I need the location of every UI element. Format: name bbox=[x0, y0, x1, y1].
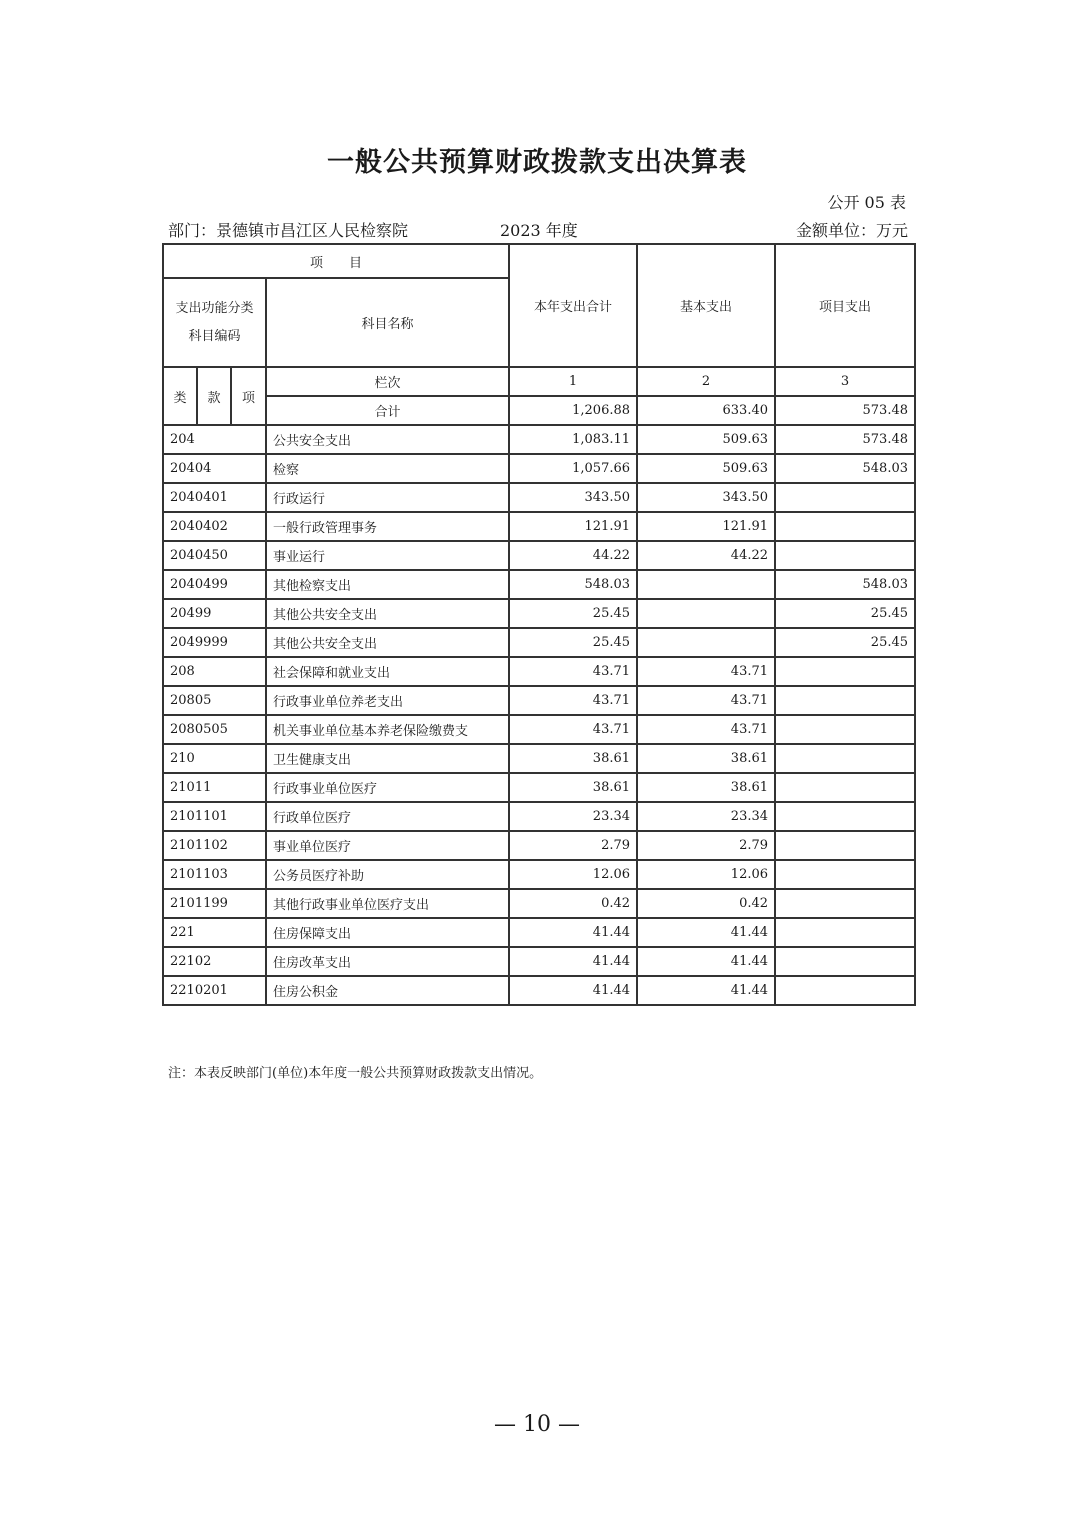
header-lanci: 栏次 bbox=[266, 367, 509, 396]
table-row bbox=[163, 599, 915, 628]
row-name: 住房公积金 bbox=[266, 976, 509, 1005]
row-project: 573.48 bbox=[775, 425, 915, 454]
row-name: 社会保障和就业支出 bbox=[266, 657, 509, 686]
row-project: 25.45 bbox=[775, 599, 915, 628]
row-basic: 38.61 bbox=[637, 744, 775, 773]
table-row bbox=[163, 454, 915, 483]
row-total: 121.91 bbox=[509, 512, 637, 541]
table-row bbox=[163, 744, 915, 773]
meta-line bbox=[168, 218, 908, 240]
table-row bbox=[163, 831, 915, 860]
row-name: 其他检察支出 bbox=[266, 570, 509, 599]
table-row bbox=[163, 686, 915, 715]
row-name: 行政事业单位养老支出 bbox=[266, 686, 509, 715]
row-project bbox=[775, 860, 915, 889]
row-total: 41.44 bbox=[509, 918, 637, 947]
row-total: 548.03 bbox=[509, 570, 637, 599]
row-project bbox=[775, 541, 915, 570]
row-basic: 343.50 bbox=[637, 483, 775, 512]
row-code: 20499 bbox=[163, 599, 266, 628]
row-project bbox=[775, 947, 915, 976]
row-project bbox=[775, 802, 915, 831]
row-total: 0.42 bbox=[509, 889, 637, 918]
row-total: 1,057.66 bbox=[509, 454, 637, 483]
row-total: 43.71 bbox=[509, 657, 637, 686]
fiscal-year: 2023 年度 bbox=[500, 221, 578, 240]
row-project bbox=[775, 512, 915, 541]
row-basic: 38.61 bbox=[637, 773, 775, 802]
row-project bbox=[775, 715, 915, 744]
row-code: 208 bbox=[163, 657, 266, 686]
page-title: 一般公共预算财政拨款支出决算表 bbox=[327, 147, 747, 178]
row-project: 25.45 bbox=[775, 628, 915, 657]
row-total: 25.45 bbox=[509, 628, 637, 657]
row-total: 23.34 bbox=[509, 802, 637, 831]
table-row bbox=[163, 570, 915, 599]
row-basic: 41.44 bbox=[637, 976, 775, 1005]
row-name: 检察 bbox=[266, 454, 509, 483]
row-total: 25.45 bbox=[509, 599, 637, 628]
row-name: 行政事业单位医疗 bbox=[266, 773, 509, 802]
row-total: 41.44 bbox=[509, 976, 637, 1005]
col-index-2: 2 bbox=[637, 367, 775, 396]
row-code: 2040499 bbox=[163, 570, 266, 599]
row-total: 41.44 bbox=[509, 947, 637, 976]
row-code: 20805 bbox=[163, 686, 266, 715]
row-project bbox=[775, 483, 915, 512]
row-name: 卫生健康支出 bbox=[266, 744, 509, 773]
row-code: 2040401 bbox=[163, 483, 266, 512]
table-row bbox=[163, 512, 915, 541]
row-code: 2101103 bbox=[163, 860, 266, 889]
table-row bbox=[163, 628, 915, 657]
row-code: 204 bbox=[163, 425, 266, 454]
row-name: 其他公共安全支出 bbox=[266, 628, 509, 657]
header-total: 本年支出合计 bbox=[509, 244, 637, 367]
row-code: 20404 bbox=[163, 454, 266, 483]
expenditure-table bbox=[162, 243, 916, 1006]
header-xiang: 项 bbox=[231, 367, 266, 425]
col-index-3: 3 bbox=[775, 367, 915, 396]
row-code: 210 bbox=[163, 744, 266, 773]
row-project: 548.03 bbox=[775, 454, 915, 483]
summary-total: 1,206.88 bbox=[509, 396, 637, 425]
row-name: 公共安全支出 bbox=[266, 425, 509, 454]
row-basic: 44.22 bbox=[637, 541, 775, 570]
table-row bbox=[163, 657, 915, 686]
row-project bbox=[775, 657, 915, 686]
header-code-line1: 支出功能分类 bbox=[175, 300, 254, 316]
page-number: — 10 — bbox=[494, 1412, 580, 1437]
row-total: 12.06 bbox=[509, 860, 637, 889]
row-basic: 509.63 bbox=[637, 425, 775, 454]
row-project: 548.03 bbox=[775, 570, 915, 599]
row-project bbox=[775, 773, 915, 802]
row-total: 43.71 bbox=[509, 686, 637, 715]
row-basic: 41.44 bbox=[637, 918, 775, 947]
row-total: 38.61 bbox=[509, 744, 637, 773]
row-basic bbox=[637, 628, 775, 657]
row-basic: 121.91 bbox=[637, 512, 775, 541]
row-code: 2101102 bbox=[163, 831, 266, 860]
row-name: 事业运行 bbox=[266, 541, 509, 570]
department: 部门：景德镇市昌江区人民检察院 bbox=[168, 221, 409, 240]
header-name: 科目名称 bbox=[266, 278, 509, 367]
table-row bbox=[163, 773, 915, 802]
header-code bbox=[163, 278, 266, 367]
header-basic: 基本支出 bbox=[637, 244, 775, 367]
table-row bbox=[163, 802, 915, 831]
row-basic bbox=[637, 599, 775, 628]
row-name: 住房改革支出 bbox=[266, 947, 509, 976]
row-code: 221 bbox=[163, 918, 266, 947]
table-row bbox=[163, 947, 915, 976]
row-basic: 509.63 bbox=[637, 454, 775, 483]
row-total: 44.22 bbox=[509, 541, 637, 570]
row-name: 其他行政事业单位医疗支出 bbox=[266, 889, 509, 918]
row-code: 2101199 bbox=[163, 889, 266, 918]
header-item: 项 目 bbox=[163, 244, 509, 278]
row-basic: 41.44 bbox=[637, 947, 775, 976]
row-project bbox=[775, 744, 915, 773]
row-basic: 2.79 bbox=[637, 831, 775, 860]
row-name: 行政单位医疗 bbox=[266, 802, 509, 831]
header-lei: 类 bbox=[163, 367, 197, 425]
row-basic: 12.06 bbox=[637, 860, 775, 889]
row-name: 机关事业单位基本养老保险缴费支 bbox=[266, 715, 509, 744]
row-name: 行政运行 bbox=[266, 483, 509, 512]
table-row bbox=[163, 918, 915, 947]
summary-basic: 633.40 bbox=[637, 396, 775, 425]
row-total: 43.71 bbox=[509, 715, 637, 744]
header-code-line2: 科目编码 bbox=[188, 328, 241, 344]
row-code: 2040402 bbox=[163, 512, 266, 541]
table-row bbox=[163, 860, 915, 889]
row-basic: 0.42 bbox=[637, 889, 775, 918]
row-code: 2210201 bbox=[163, 976, 266, 1005]
row-code: 2040450 bbox=[163, 541, 266, 570]
form-number: 公开 05 表 bbox=[827, 193, 906, 212]
row-total: 2.79 bbox=[509, 831, 637, 860]
row-code: 21011 bbox=[163, 773, 266, 802]
row-basic: 43.71 bbox=[637, 686, 775, 715]
summary-label: 合计 bbox=[266, 396, 509, 425]
amount-unit: 金额单位：万元 bbox=[795, 221, 908, 240]
row-code: 2101101 bbox=[163, 802, 266, 831]
row-name: 事业单位医疗 bbox=[266, 831, 509, 860]
row-code: 2080505 bbox=[163, 715, 266, 744]
col-index-1: 1 bbox=[509, 367, 637, 396]
table-row bbox=[163, 715, 915, 744]
table-row bbox=[163, 889, 915, 918]
row-basic bbox=[637, 570, 775, 599]
row-total: 343.50 bbox=[509, 483, 637, 512]
row-name: 住房保障支出 bbox=[266, 918, 509, 947]
row-project bbox=[775, 976, 915, 1005]
header-kuan: 款 bbox=[197, 367, 231, 425]
row-name: 一般行政管理事务 bbox=[266, 512, 509, 541]
row-project bbox=[775, 686, 915, 715]
summary-project: 573.48 bbox=[775, 396, 915, 425]
table-row bbox=[163, 483, 915, 512]
table-row bbox=[163, 541, 915, 570]
table-row bbox=[163, 425, 915, 454]
table-row bbox=[163, 976, 915, 1005]
row-project bbox=[775, 889, 915, 918]
row-basic: 43.71 bbox=[637, 657, 775, 686]
row-basic: 23.34 bbox=[637, 802, 775, 831]
table-note: 注：本表反映部门(单位)本年度一般公共预算财政拨款支出情况。 bbox=[168, 1066, 543, 1081]
row-project bbox=[775, 831, 915, 860]
row-total: 1,083.11 bbox=[509, 425, 637, 454]
header-project: 项目支出 bbox=[775, 244, 915, 367]
row-total: 38.61 bbox=[509, 773, 637, 802]
row-code: 2049999 bbox=[163, 628, 266, 657]
row-code: 22102 bbox=[163, 947, 266, 976]
row-name: 公务员医疗补助 bbox=[266, 860, 509, 889]
row-name: 其他公共安全支出 bbox=[266, 599, 509, 628]
row-basic: 43.71 bbox=[637, 715, 775, 744]
row-project bbox=[775, 918, 915, 947]
